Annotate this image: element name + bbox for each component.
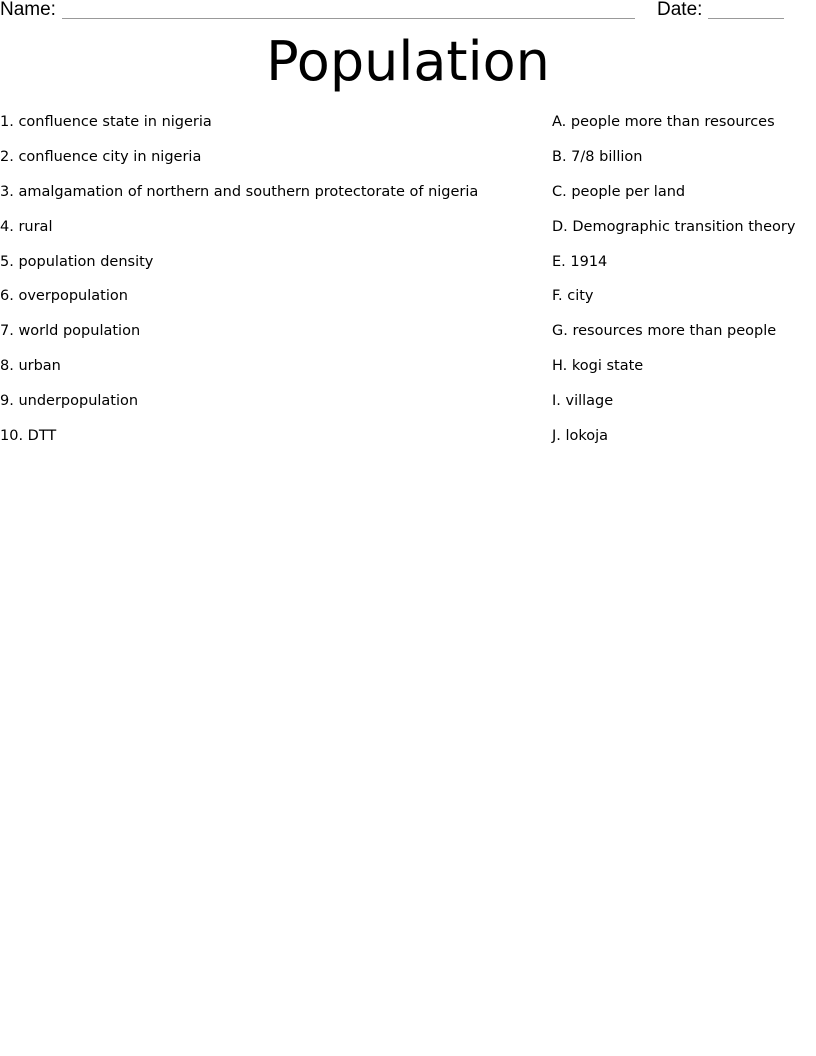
definition-item: G. resources more than people bbox=[552, 323, 777, 340]
definition-item: F. city bbox=[552, 288, 594, 305]
worksheet-header bbox=[0, 0, 816, 24]
definitions-list bbox=[552, 111, 795, 460]
term-item: 6. overpopulation bbox=[0, 288, 128, 305]
term-item: 4. rural bbox=[0, 218, 53, 235]
definition-item: B. 7/8 billion bbox=[552, 148, 643, 165]
term-item: 1. confluence state in nigeria bbox=[0, 114, 212, 130]
page-title: Population bbox=[266, 30, 550, 93]
term-item: 5. population density bbox=[0, 253, 154, 270]
date-label: Date: bbox=[657, 0, 703, 20]
definition-item: C. people per land bbox=[552, 183, 686, 200]
term-item: 8. urban bbox=[0, 358, 61, 375]
definition-item: I. village bbox=[552, 393, 614, 410]
terms-list bbox=[0, 111, 478, 460]
term-item: 3. amalgamation of northern and southern protectorate of nigeria bbox=[0, 183, 479, 200]
term-item: 2. confluence city in nigeria bbox=[0, 148, 202, 165]
definition-item: D. Demographic transition theory bbox=[552, 218, 796, 235]
name-label: Name: bbox=[0, 0, 56, 20]
term-item: 7. world population bbox=[0, 323, 141, 340]
term-item: 9. underpopulation bbox=[0, 393, 139, 410]
term-item: 10. DTT bbox=[0, 428, 57, 445]
name-blank-line bbox=[62, 18, 635, 19]
definition-item: H. kogi state bbox=[552, 358, 644, 375]
definition-item: E. 1914 bbox=[552, 253, 608, 270]
date-blank-line bbox=[708, 18, 784, 19]
definition-item: A. people more than resources bbox=[552, 114, 775, 130]
definition-item: J. lokoja bbox=[552, 428, 609, 445]
